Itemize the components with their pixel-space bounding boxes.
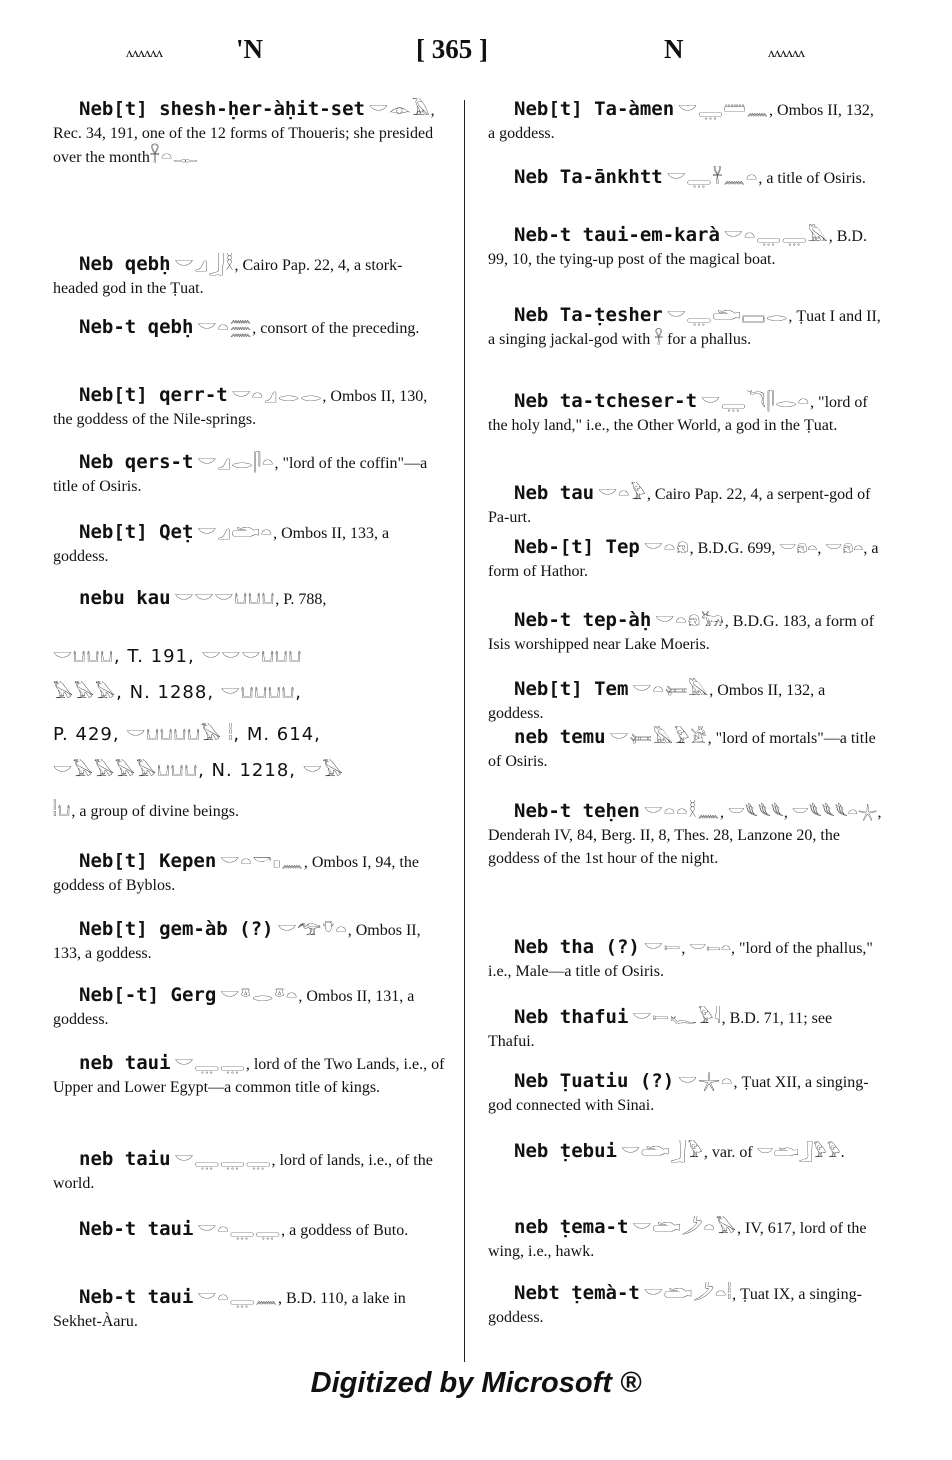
entry-headword: Neb[-t] Gerg: [79, 984, 217, 1006]
entry-headword: Neb tha (?): [514, 936, 640, 958]
entry-headword: Neb Ta-ānkhtt: [514, 166, 663, 188]
dictionary-entry: [488, 166, 882, 220]
entry-definition: , Ṭuat XII, a singing-god connected with Sinai.: [488, 1074, 869, 1114]
dictionary-entry: [488, 1006, 882, 1066]
entry-headword: Neb thafui: [514, 1006, 629, 1028]
hieroglyph-spelling: 𓎟𓏏𓈎𓂋𓂋: [231, 385, 323, 406]
dictionary-entry: [53, 723, 447, 757]
entry-definition: , Cairo Pap. 22, 4, a serpent-god of Pa-urt.: [488, 486, 871, 526]
hieroglyph-line: 𓎟𓂓𓂓𓂓, T. 191, 𓎟𓎟𓎟𓂓𓂓𓂓: [53, 646, 303, 667]
hieroglyph-spelling: 𓎟𓂧𓃀𓅱: [620, 1141, 704, 1162]
entry-definition: , B.D. 71, 11; see Thafui.: [488, 1010, 833, 1050]
dictionary-entry: [53, 918, 447, 980]
entry-headword: neb ṭema-t: [514, 1216, 629, 1238]
entry-definition: , Ombos II, 131, a goddess.: [53, 988, 415, 1028]
hieroglyph-spelling: 𓎟𓍿: [643, 937, 682, 958]
entry-headword: Nebt ṭemà-t: [514, 1282, 640, 1304]
hieroglyph-spelling: 𓎟𓇾𓋹𓈖𓏏: [666, 167, 759, 188]
page-number: [ 365 ]: [416, 34, 488, 64]
dictionary-entry: [488, 678, 882, 722]
entry-definition: , Ombos II, 132, a goddess.: [488, 102, 874, 142]
header-ornament-right: ᴧᴧᴧᴧᴧᴧ: [768, 46, 804, 61]
dictionary-entry: [488, 390, 882, 478]
dictionary-entry: [53, 98, 447, 248]
entry-headword: Neb ṭebui: [514, 1140, 617, 1162]
entry-definition: , Rec. 34, 191, one of the 12 forms of Thoueris; she presided over the month: [53, 102, 435, 166]
entry-definition: , "lord of mortals"—a title of Osiris.: [488, 730, 876, 770]
entry-definition: , B.D.G. 699, 𓎟𓁶𓏏, 𓎟𓁶𓏏, a form of Hathor.: [488, 540, 879, 580]
dictionary-entry: [53, 521, 447, 583]
entry-definition: , lord of the Two Lands, i.e., of Upper and Lower Egypt—a common title of kings.: [53, 1056, 445, 1096]
entry-headword: Neb Ta-ṭesher: [514, 304, 663, 326]
entry-definition: , Cairo Pap. 22, 4, a stork-headed god in the Ṭuat.: [53, 257, 403, 297]
entry-definition: , 𓎟𓆰𓆰𓆰, 𓎟𓆰𓆰𓆰𓏏𓇼, Denderah IV, 84, Berg. II, 8, Thes. 28, Lanzone 20, the goddess of the 1st hour of the night.: [488, 804, 882, 867]
entry-headword: Neb qebḥ: [79, 253, 171, 275]
dictionary-entry: [488, 482, 882, 532]
header-letter-right: N: [664, 34, 684, 64]
entry-definition: , IV, 617, lord of the wing, i.e., hawk.: [488, 1220, 867, 1260]
hieroglyph-spelling: 𓎟𓁹𓄿: [368, 99, 431, 120]
dictionary-entry: [53, 1052, 447, 1144]
hieroglyph-spelling: 𓋹𓏏𓊃: [149, 146, 199, 167]
entry-definition: , Ombos II, 132, a goddess.: [488, 682, 826, 722]
dictionary-entry: [53, 681, 447, 719]
entry-headword: Neb[t] Qeṭ: [79, 521, 194, 543]
hieroglyph-line: 𓅃𓅃𓅃, N. 1288, 𓎟𓂓𓂓𓂓𓂓,: [53, 682, 303, 703]
hieroglyph-spelling: 𓎟𓏏𓈗: [197, 317, 253, 338]
hieroglyph-spelling: 𓎟𓍿𓆑𓅱𓇋: [632, 1007, 722, 1028]
hieroglyph-spelling: 𓎟𓈎𓃀𓎛: [174, 254, 235, 275]
entry-definition: , a title of Osiris.: [758, 170, 866, 187]
entry-headword: Neb Ṭuatiu (?): [514, 1070, 675, 1092]
entry-definition: , Ombos II, 130, the goddess of the Nile-springs.: [53, 388, 428, 428]
entry-definition: , a group of divine beings.: [71, 803, 239, 820]
entry-headword: Neb-t taui-em-karà: [514, 224, 720, 246]
hieroglyph-spelling: 𓎟𓏏𓁶𓃒: [655, 610, 725, 631]
entry-definition: , a goddess of Buto.: [281, 1222, 409, 1239]
digitized-notice: Digitized by Microsoft ®: [310, 1367, 642, 1399]
entry-headword: Neb tau: [514, 482, 595, 504]
dictionary-entry: [53, 850, 447, 912]
entry-headword: Neb[t] shesh-ḥer-àḥit-set: [79, 98, 365, 120]
entry-definition: , B.D. 99, 10, the tying-up post of the magical boat.: [488, 228, 867, 268]
hieroglyph-spelling: 𓎟𓇾𓇾𓇾: [174, 1149, 272, 1170]
column-divider: [464, 100, 465, 1362]
entry-definition: , "lord of the holy land," i.e., the Other World, a god in the Ṭuat.: [488, 394, 868, 434]
dictionary-entry: [53, 984, 447, 1046]
page-header: [0, 34, 952, 74]
entry-headword: Neb[t] qerr-t: [79, 384, 228, 406]
dictionary-entry: [53, 253, 447, 313]
hieroglyph-spelling: 𓎟𓏏𓎡𓊪𓈖: [220, 851, 304, 872]
hieroglyph-spelling: 𓎟𓎟𓎟𓂓𓂓𓂓: [174, 588, 276, 609]
entry-definition: , 𓎟𓍿𓏏, "lord of the phallus," i.e., Male—a title of Osiris.: [488, 940, 873, 980]
dictionary-entry: [488, 609, 882, 675]
hieroglyph-spelling: 𓎟𓇼𓏏: [678, 1071, 734, 1092]
dictionary-entry: [488, 936, 882, 1002]
hieroglyph-spelling: 𓎟𓇾𓇾: [174, 1053, 246, 1074]
dictionary-entry: [53, 587, 447, 639]
hieroglyph-spelling: 𓎟𓂧𓌳𓏏𓏪: [643, 1283, 733, 1304]
hieroglyph-spelling: 𓏪𓂓: [53, 800, 72, 821]
entry-headword: neb temu: [514, 726, 606, 748]
dictionary-entry: [488, 726, 882, 796]
dictionary-entry: [53, 1148, 447, 1214]
dictionary-entry: [53, 451, 447, 517]
entry-definition: , Ombos I, 94, the goddess of Byblos.: [53, 854, 419, 894]
entry-definition: , lord of lands, i.e., of the world.: [53, 1152, 433, 1192]
dictionary-entry: [488, 98, 882, 162]
entry-definition: , Ṭuat IX, a singing-goddess.: [488, 1286, 862, 1326]
hieroglyph-spelling: 𓎟𓎼𓂋𓎼𓏏: [220, 985, 299, 1006]
dictionary-entry: [53, 384, 447, 446]
dictionary-entry: [488, 1070, 882, 1136]
entry-headword: Neb[t] Ta-àmen: [514, 98, 675, 120]
entry-headword: Neb[t] Tem: [514, 678, 629, 700]
entry-definition: , "lord of the coffin"—a title of Osiris.: [53, 455, 428, 495]
entry-headword: Neb ta-tcheser-t: [514, 390, 698, 412]
entry-definition: , B.D. 110, a lake in Sekhet-Àaru.: [53, 1290, 406, 1330]
dictionary-entry: [488, 1282, 882, 1362]
hieroglyph-spelling: 𓎟𓇾𓏠𓈖: [678, 99, 770, 120]
entry-headword: Neb-t taui: [79, 1286, 194, 1308]
entry-definition: , Ṭuat I and II, a singing jackal-god with 𓋹 for a phallus.: [488, 308, 881, 348]
entry-definition: , P. 788,: [275, 591, 327, 608]
entry-headword: Neb qers-t: [79, 451, 194, 473]
entry-headword: neb taui: [79, 1052, 171, 1074]
entry-definition: , consort of the preceding.: [252, 320, 420, 337]
hieroglyph-spelling: 𓎟𓏏𓇾𓇾𓅓: [723, 225, 829, 246]
dictionary-entry: [488, 224, 882, 300]
hieroglyph-spelling: 𓎟𓇾𓂧𓈙𓂋: [666, 305, 789, 326]
header-letter-left: 'N: [236, 34, 263, 64]
entry-headword: Neb-t taui: [79, 1218, 194, 1240]
hieroglyph-spelling: 𓎟𓅠𓄣𓏏: [277, 919, 348, 940]
hieroglyph-spelling: 𓎟𓏏𓇾𓇾: [197, 1219, 282, 1240]
entry-headword: nebu kau: [79, 587, 171, 609]
entry-headword: Neb[t] gem-àb (?): [79, 918, 274, 940]
dictionary-entry: [488, 1216, 882, 1278]
dictionary-entry: [53, 799, 447, 843]
hieroglyph-spelling: 𓎟𓏏𓇾𓈖: [197, 1287, 278, 1308]
entry-headword: Neb-[t] Tep: [514, 536, 640, 558]
dictionary-entry: [53, 316, 447, 380]
hieroglyph-spelling: 𓎟𓈎𓂋𓋴𓏏: [197, 452, 275, 473]
hieroglyph-spelling: 𓎟𓈎𓂧𓏏: [197, 522, 274, 543]
hieroglyph-spelling: 𓎟𓏏𓍃𓅓: [632, 679, 710, 700]
entry-definition: , var. of 𓎟𓂧𓃀𓅱𓅱.: [703, 1144, 845, 1161]
dictionary-entry: [53, 1286, 447, 1366]
dictionary-entry: [53, 1218, 447, 1282]
dictionary-entry: [488, 304, 882, 386]
hieroglyph-spelling: 𓎟𓍃𓅓𓅱𓀀: [609, 727, 708, 748]
hieroglyph-spelling: 𓎟𓏏𓏏𓎛𓈖: [643, 801, 720, 822]
hieroglyph-spelling: 𓎟𓏏𓁶: [643, 537, 690, 558]
hieroglyph-spelling: 𓎟𓏏𓅱: [598, 483, 647, 504]
entry-headword: neb taiu: [79, 1148, 171, 1170]
entry-definition: , Ombos II, 133, a goddess.: [53, 525, 390, 565]
entry-headword: Neb-t tep-àḥ: [514, 609, 652, 631]
header-ornament-left: ᴧᴧᴧᴧᴧᴧ: [126, 46, 162, 61]
dictionary-entry: [53, 759, 447, 797]
entry-headword: Neb[t] Kepen: [79, 850, 217, 872]
dictionary-entry: [488, 536, 882, 606]
entry-headword: Neb-t teḥen: [514, 800, 640, 822]
hieroglyph-spelling: 𓎟𓇾𓆓𓋴𓂋𓏏: [701, 391, 811, 412]
entry-headword: Neb-t qebḥ: [79, 316, 194, 338]
hieroglyph-line: P. 429, 𓎟𓂓𓂓𓂓𓂓𓅃 𓏪, M. 614,: [53, 724, 321, 745]
dictionary-entry: [488, 1140, 882, 1212]
entry-definition: , B.D.G. 183, a form of Isis worshipped near Lake Moeris.: [488, 613, 875, 653]
dictionary-entry: [488, 800, 882, 932]
hieroglyph-spelling: 𓎟𓂧𓌳𓏏𓅃: [632, 1217, 737, 1238]
hieroglyph-line: 𓎟𓅃𓅃𓅃𓅃𓂓𓂓𓂓, N. 1218, 𓎟𓅃: [53, 760, 344, 781]
entry-definition: , Ombos II, 133, a goddess.: [53, 922, 421, 962]
dictionary-entry: [53, 645, 447, 679]
